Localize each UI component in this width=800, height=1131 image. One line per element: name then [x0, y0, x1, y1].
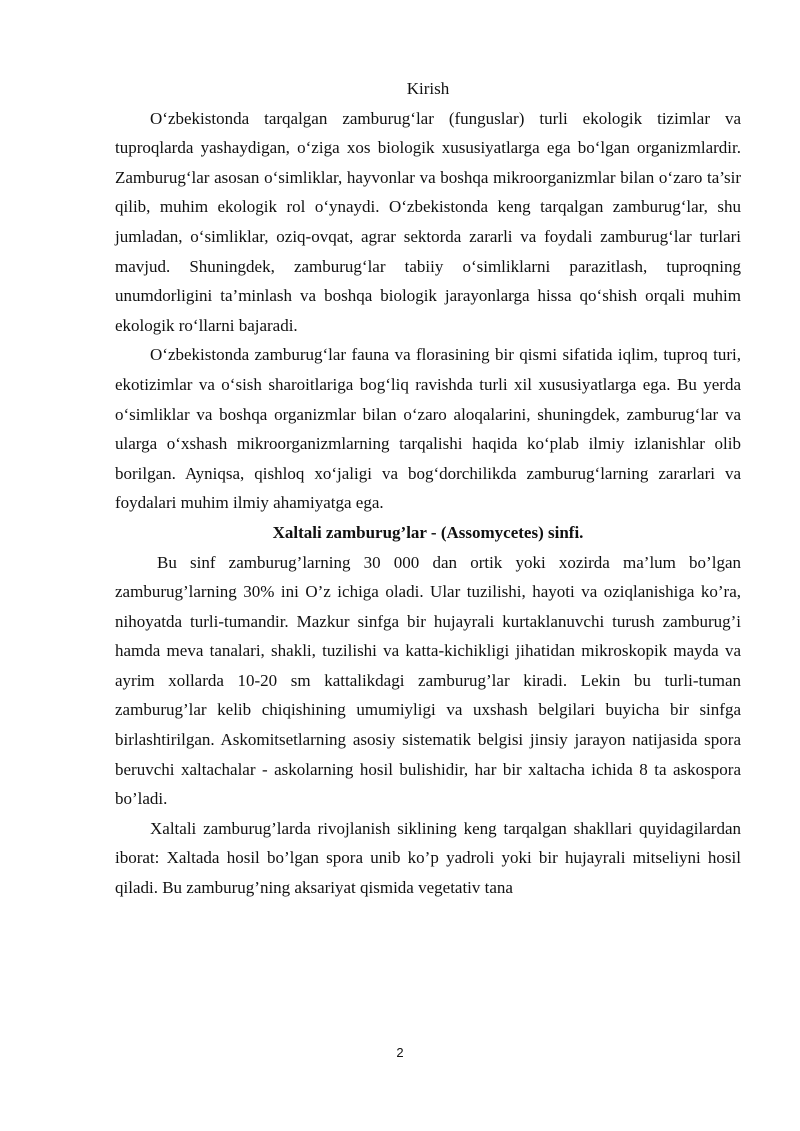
- paragraph-section-2: Xaltali zamburug’larda rivojlanish siklining keng tarqalgan shakllari quyidagilardan iborat: Xaltada hosil bo’lgan spora unib ko’p yadroli yoki bir hujayrali mitseliyni hosil qiladi. Bu zamburug’ning aksariyat qismida vegetativ tana: [115, 818, 741, 898]
- page-number: 2: [396, 1045, 404, 1060]
- paragraph-intro-1: O‘zbekistonda tarqalgan zamburug‘lar (funguslar) turli ekologik tizimlar va tuproqlarda yashaydigan, o‘ziga xos biologik xususiyatlarga ega bo‘lgan organizmlardir. Zamburug‘lar asosan o‘simliklar, hayvonlar va boshqa mikroorganizmlar bilan o‘zaro ta’sir qilib, muhim ekologik rol o‘ynaydi. O‘zbekistonda keng tarqalgan zamburug‘lar, shu jumladan, o‘simliklar, oziq-ovqat, agrar sektorda zararli va foydali zamburug‘lar turlari mavjud. Shuningdek, zamburug‘lar tabiiy o‘simliklarni parazitlash, tuproqning unumdorligini ta’minlash va boshqa biologik jarayonlarga hissa qo‘shish orqali muhim ekologik ro‘llarni bajaradi.: [115, 108, 741, 335]
- paragraph-section-1: Bu sinf zamburug’larning 30 000 dan ortik yoki xozirda ma’lum bo’lgan zamburug’larning 30% ini O’z ichiga oladi. Ular tuzilishi, hayoti va oziqlanishiga ko’ra, nihoyatda turli-tumandir. Mazkur sinfga bir hujayrali kurtaklanuvchi turush zamburug’i hamda meva tanalari, shakli, tuzilishi va katta-kichikligi jihatidan mikroskopik mayda va ayrim xollarda 10-20 sm kattalikdagi zamburug’lar kiradi. Lekin bu turli-tuman zamburug’lar kelib chiqishining umumiyligi va uxshash belgilari buyicha bir sinfga birlashtirilgan. Askomitsetlarning asosiy sistematik belgisi jinsiy jarayon natijasida spora beruvchi xaltachalar - askolarning hosil bulishidir, har bir xaltacha ichida 8 ta askospora bo’ladi.: [115, 552, 741, 809]
- section-heading: Xaltali zamburug’lar - (Assomycetes) sinfi.: [272, 522, 584, 542]
- page-content: [115, 74, 741, 903]
- page-title: Kirish: [406, 79, 450, 98]
- paragraph-intro-2: O‘zbekistonda zamburug‘lar fauna va florasining bir qismi sifatida iqlim, tuproq turi, ekotizimlar va o‘sish sharoitlariga bog‘liq ravishda turli xil xususiyatlarga ega. Bu yerda o‘simliklar va boshqa organizmlar bilan o‘zaro aloqalarini, shuningdek, zamburug‘lar va ularga o‘xshash mikroorganizmlarning tarqalishi haqida ko‘plab ilmiy izlanishlar olib borilgan. Ayniqsa, qishloq xo‘jaligi va bog‘dorchilikda zamburug‘larning zararlari va foydalari muhim ilmiy ahamiyatga ega.: [115, 345, 741, 513]
